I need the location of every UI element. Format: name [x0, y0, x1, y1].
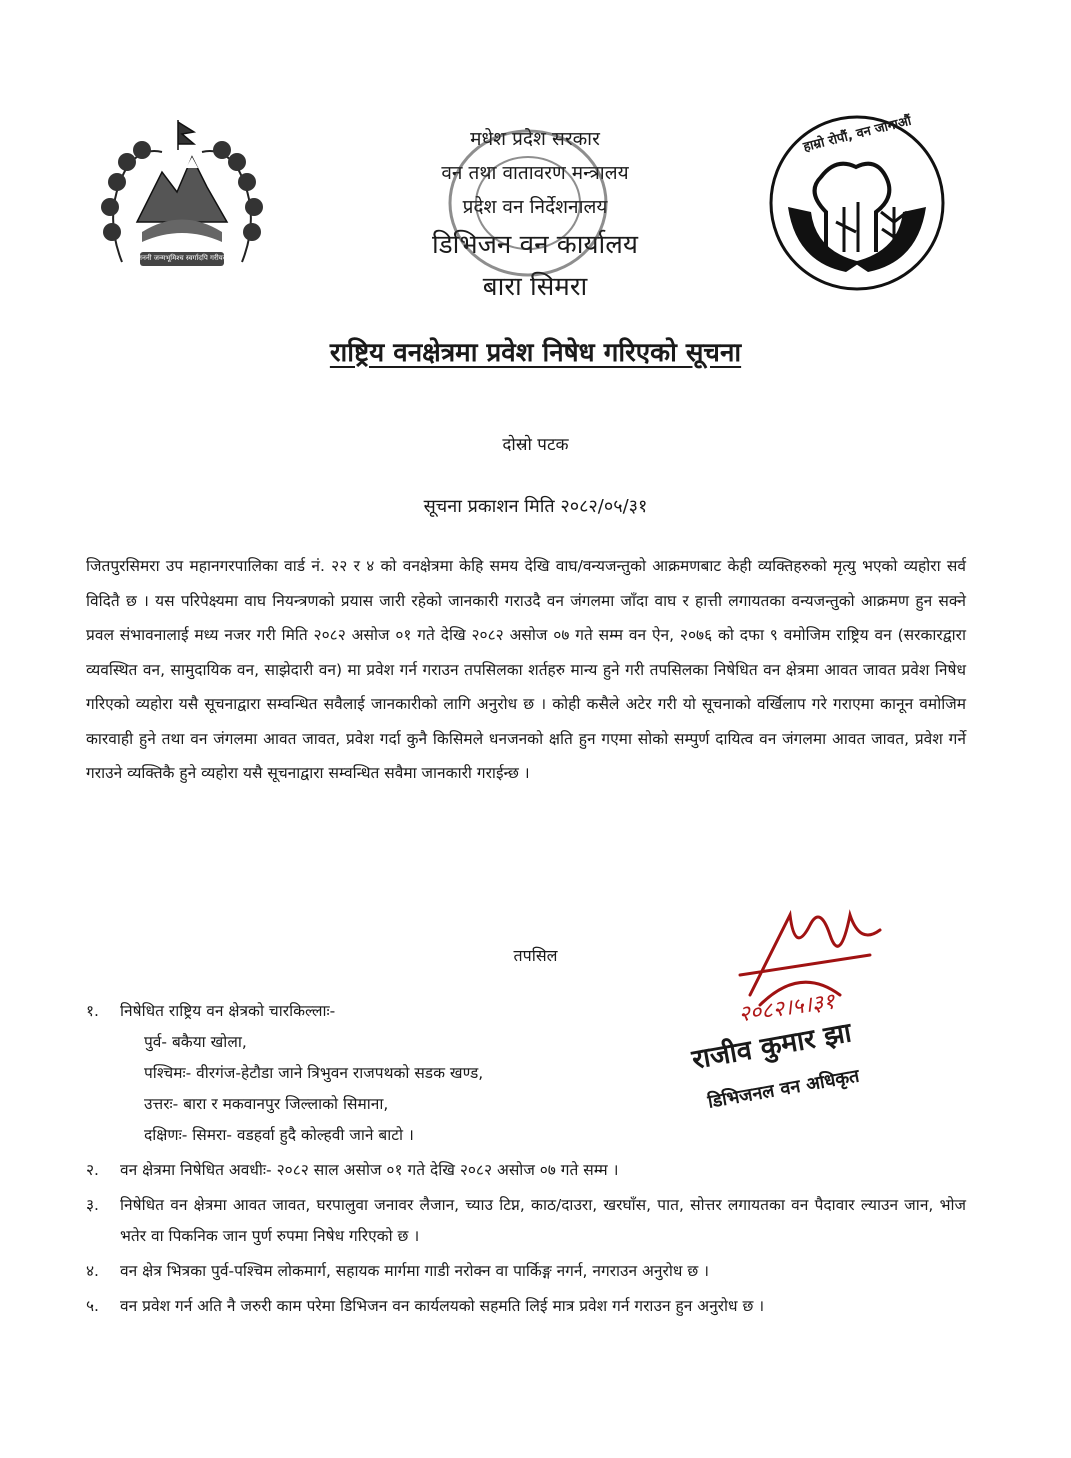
item-text: वन क्षेत्र भित्रका पुर्व-पश्चिम लोकमार्ग, सहायक मार्गमा गाडी नरोक्न वा पार्किङ्ग नगर्न, नगराउन अनुरोध छ । [120, 1262, 709, 1280]
emblem-right-motto: हाम्रो रोपौं, वन जोगाऔं [801, 113, 913, 156]
list-item [86, 1256, 966, 1287]
notice-body: जितपुरसिमरा उप महानगरपालिका वार्ड नं. २२ र ४ को वनक्षेत्रमा केहि समय देखि वाघ/वन्यजन्तुको आक्रमणबाट केही व्यक्तिहरुको मृत्यु भएको व्यहोरा सर्व विदितै छ । यस परिपेक्ष्यमा वाघ नियन्त्रणको प्रयास जारी रहेको जानकारी गराउदै वन जंगलमा जाँदा वाघ र हात्ती लगायतका वन्यजन्तुको आक्रमण हुन सक्ने प्रवल संभावनालाई मध्य नजर गरी मिति २०८२ असोज ०१ गते देखि २०८२ असोज ०७ गते सम्म वन ऐन, २०७६ को दफा ९ वमोजिम राष्ट्रिय वन (सरकारद्वारा व्यवस्थित वन, सामुदायिक वन, साझेदारी वन) मा प्रवेश गर्न गराउन तपसिलका शर्तहरु मान्य हुने गरी तपसिलका निषेधित वन क्षेत्रमा आवत जावत प्रवेश निषेध गरिएको व्यहोरा यसै सूचनाद्वारा सम्वन्धित सवैलाई जानकारीको लागि अनुरोध छ । कोही कसैले अटेर गरी यो सूचनाको वर्खिलाप गरे गराएमा कानून वमोजिम कारवाही हुने तथा वन जंगलमा आवत जावत, प्रवेश गर्दा कुनै किसिमले धनजनको क्षति हुन गएमा सोको सम्पुर्ण दायित्व वन जंगलमा आवत जावत, प्रवेश गर्ने गराउने व्यक्तिकै हुने व्यहोरा यसै सूचनाद्वारा सम्वन्धित सवैमा जानकारी गराईन्छ । [86, 557, 966, 782]
letterhead-office: डिभिजन वन कार्यालय [431, 230, 639, 260]
office-stamp-icon [438, 118, 618, 288]
notice-round: दोस्रो पटक [502, 435, 569, 455]
notice-title: राष्ट्रिय वनक्षेत्रमा प्रवेश निषेध गरिएको सूचना [329, 338, 742, 368]
boundary-west: पश्चिमः- वीरगंज-हेटौडा जाने त्रिभुवन राजपथको सडक खण्ड, [144, 1064, 484, 1082]
schedule-heading: तपसिल [513, 946, 558, 965]
item-number: ५. [86, 1297, 99, 1315]
publication-date: सूचना प्रकाशन मिति २०८२/०५/३१ [423, 496, 648, 517]
list-item [86, 1291, 966, 1322]
item-text: वन क्षेत्रमा निषेधित अवधीः- २०८२ साल असोज ०१ गते देखि २०८२ असोज ०७ गते सम्म । [120, 1161, 619, 1179]
item-number: ४. [86, 1262, 99, 1280]
letterhead-ministry: वन तथा वातावरण मन्त्रालय [441, 162, 629, 184]
item-text: निषेधित राष्ट्रिय वन क्षेत्रको चारकिल्लाः- [120, 1002, 336, 1020]
signatory-title: डिभिजनल वन अधिकृत [706, 1065, 861, 1113]
item-text: वन प्रवेश गर्न अति नै जरुरी काम परेमा डिभिजन वन कार्यलयको सहमति लिई मात्र प्रवेश गर्न गराउन हुन अनुरोध छ । [120, 1297, 765, 1315]
letterhead-directorate: प्रदेश वन निर्देशनालय [462, 196, 608, 218]
list-item [86, 1190, 966, 1252]
list-item [86, 1155, 966, 1186]
item-number: २. [86, 1161, 99, 1179]
item-number: १. [86, 1002, 99, 1020]
boundary-south: दक्षिणः- सिमरा- वडहर्वा हुदै कोल्हवी जाने बाटो । [144, 1126, 414, 1144]
item-text: निषेधित वन क्षेत्रमा आवत जावत, घरपालुवा जनावर लैजान, च्याउ टिप्न, काठ/दाउरा, खरघाँस, पात, सोत्तर लगायतका वन पैदावार ल्याउन जान, भोज भतेर वा पिकनिक जान पुर्ण रुपमा निषेध गरिएको छ । [120, 1196, 967, 1245]
boundary-north: उत्तरः- बारा र मकवानपुर जिल्लाको सिमाना, [144, 1095, 389, 1113]
emblem-left-motto: जननी जन्मभूमिश्च स्वर्गादपि गरीयसी [136, 254, 230, 262]
signatory-name: राजीव कुमार झा [689, 1017, 854, 1076]
letterhead-location: बारा सिमरा [482, 272, 588, 302]
boundary-east: पुर्व- बकैया खोला, [144, 1033, 247, 1051]
signature-date: २०८२।५।३१ [736, 989, 837, 1028]
item-number: ३. [86, 1196, 99, 1214]
letterhead-government: मधेश प्रदेश सरकार [470, 128, 600, 150]
